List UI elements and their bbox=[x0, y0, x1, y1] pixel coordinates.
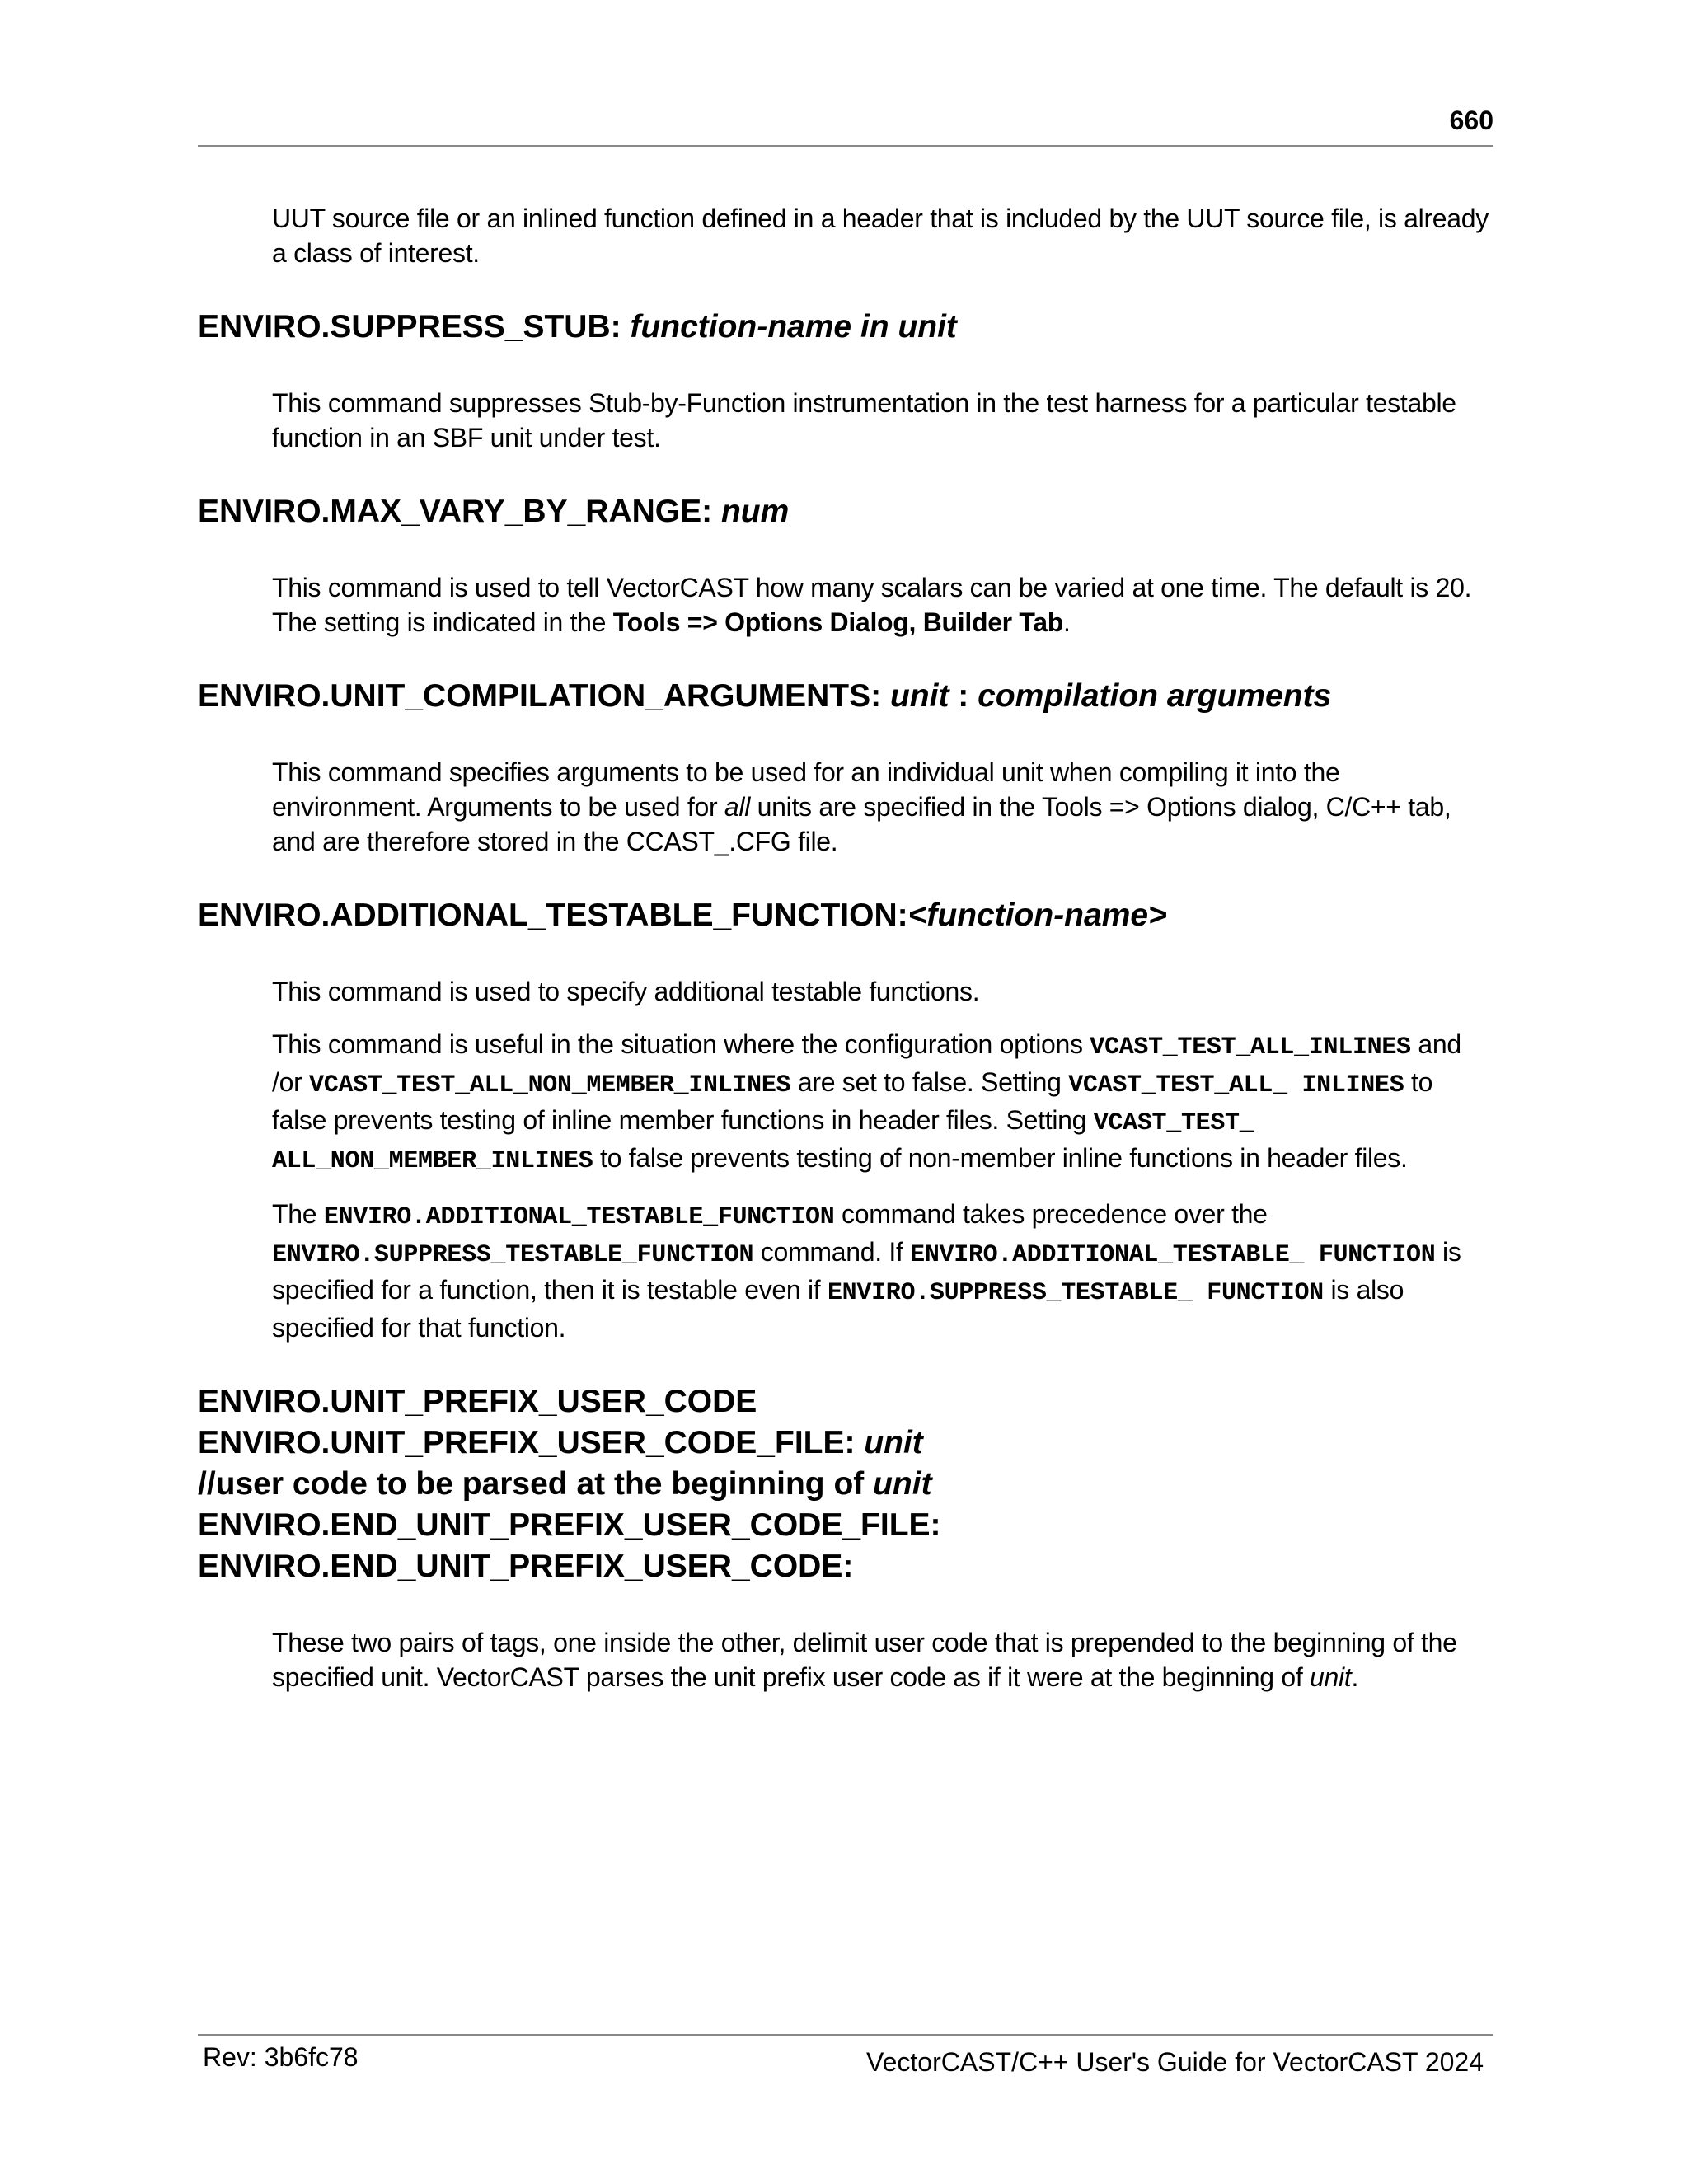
code-option: VCAST_TEST_ ALL_NON_MEMBER_INLINES bbox=[272, 1109, 1254, 1175]
heading-command: ENVIRO.SUPPRESS_STUB: bbox=[198, 309, 621, 344]
heading-unit-prefix-user-code bbox=[198, 1381, 1493, 1587]
code-command: ENVIRO.ADDITIONAL_TESTABLE_ FUNCTION bbox=[910, 1241, 1436, 1269]
heading-argument: compilation arguments bbox=[978, 678, 1332, 714]
heading-argument: unit bbox=[864, 1425, 923, 1460]
text-run: The bbox=[272, 1199, 324, 1229]
text-run: to false prevents testing of inline member functions in header files. Setting bbox=[272, 1067, 1433, 1135]
code-command: ENVIRO.ADDITIONAL_TESTABLE_FUNCTION bbox=[323, 1203, 835, 1231]
additional-paragraph-3 bbox=[272, 1197, 1493, 1345]
code-command: ENVIRO.SUPPRESS_TESTABLE_FUNCTION bbox=[272, 1241, 754, 1269]
heading-additional-testable-function bbox=[198, 895, 1493, 936]
text-run: This command specifies arguments to be used for an individual unit when compiling it into the environment. Arguments to be used for bbox=[272, 757, 1340, 822]
max-vary-description bbox=[272, 570, 1493, 640]
code-option: VCAST_TEST_ALL_INLINES bbox=[1090, 1033, 1411, 1062]
additional-paragraph-1: This command is used to specify additional testable functions. bbox=[272, 977, 980, 1006]
heading-line: ENVIRO.END_UNIT_PREFIX_USER_CODE: bbox=[198, 1549, 854, 1584]
text-run: is specified for a function, then it is testable even if bbox=[272, 1237, 1461, 1305]
heading-argument: unit bbox=[873, 1466, 932, 1502]
code-option: VCAST_TEST_ALL_ INLINES bbox=[1068, 1071, 1404, 1099]
text-run: is also specified for that function. bbox=[272, 1275, 1404, 1343]
page-content bbox=[198, 201, 1493, 1713]
text-run: units are specified in the Tools => Options dialog, C/C++ tab, and are therefore stored in the CCAST_.CFG file. bbox=[272, 792, 1451, 856]
header-divider bbox=[198, 145, 1493, 147]
heading-unit-compilation-arguments bbox=[198, 676, 1493, 717]
heading-argument: function-name in unit bbox=[630, 309, 957, 344]
heading-line: ENVIRO.END_UNIT_PREFIX_USER_CODE_FILE: bbox=[198, 1507, 941, 1543]
heading-line: //user code to be parsed at the beginning of bbox=[198, 1466, 865, 1502]
text-run: command. If bbox=[753, 1237, 911, 1267]
code-command: ENVIRO.SUPPRESS_TESTABLE_ FUNCTION bbox=[827, 1279, 1324, 1307]
emphasis: unit bbox=[1310, 1662, 1352, 1692]
heading-command: ENVIRO.ADDITIONAL_TESTABLE_FUNCTION: bbox=[198, 898, 908, 933]
unit-prefix-description bbox=[272, 1625, 1493, 1694]
text-run: . bbox=[1351, 1662, 1359, 1692]
text-run: This command is useful in the situation where the configuration options bbox=[272, 1029, 1090, 1059]
page-number: 660 bbox=[1449, 105, 1493, 135]
suppress-stub-description: This command suppresses Stub-by-Function instrumentation in the test harness for a particular testable function in an SBF unit under test. bbox=[272, 388, 1456, 452]
heading-argument: unit bbox=[889, 678, 950, 714]
footer-document-title: VectorCAST/C++ User's Guide for VectorCAST 2024 bbox=[866, 2047, 1484, 2077]
additional-paragraph-2 bbox=[272, 1027, 1493, 1179]
text-run: command takes precedence over the bbox=[834, 1199, 1268, 1229]
footer-revision: Rev: 3b6fc78 bbox=[203, 2042, 359, 2072]
code-option: VCAST_TEST_ALL_NON_MEMBER_INLINES bbox=[309, 1071, 791, 1099]
text-run: This command is used to tell VectorCAST how many scalars can be varied at one time. The default is 20. The setting is indicated in the bbox=[272, 573, 1472, 637]
unit-compilation-description bbox=[272, 755, 1493, 859]
heading-suppress-stub bbox=[198, 307, 1493, 348]
menu-path-reference: Tools => Options Dialog, Builder Tab bbox=[612, 607, 1064, 637]
emphasis: all bbox=[724, 792, 751, 822]
heading-line: ENVIRO.UNIT_PREFIX_USER_CODE bbox=[198, 1384, 757, 1419]
heading-separator: : bbox=[958, 678, 969, 714]
heading-argument: <function-name> bbox=[907, 898, 1167, 933]
text-run: are set to false. Setting bbox=[790, 1067, 1069, 1097]
intro-paragraph: UUT source file or an inlined function defined in a header that is included by the UUT source file, is already a class of interest. bbox=[272, 204, 1489, 268]
text-run: These two pairs of tags, one inside the other, delimit user code that is prepended to the beginning of the specified unit. VectorCAST parses the unit prefix user code as if it were at the beginning of bbox=[272, 1628, 1457, 1692]
heading-max-vary-by-range bbox=[198, 491, 1493, 532]
heading-command: ENVIRO.MAX_VARY_BY_RANGE: bbox=[198, 494, 713, 529]
text-run: and /or bbox=[272, 1029, 1461, 1097]
heading-command: ENVIRO.UNIT_COMPILATION_ARGUMENTS: bbox=[198, 678, 882, 714]
heading-argument: num bbox=[720, 494, 790, 529]
footer-divider bbox=[198, 2034, 1493, 2036]
heading-command: ENVIRO.UNIT_PREFIX_USER_CODE_FILE: bbox=[198, 1425, 856, 1460]
text-run: to false prevents testing of non-member inline functions in header files. bbox=[593, 1143, 1408, 1173]
text-run: . bbox=[1063, 607, 1071, 637]
